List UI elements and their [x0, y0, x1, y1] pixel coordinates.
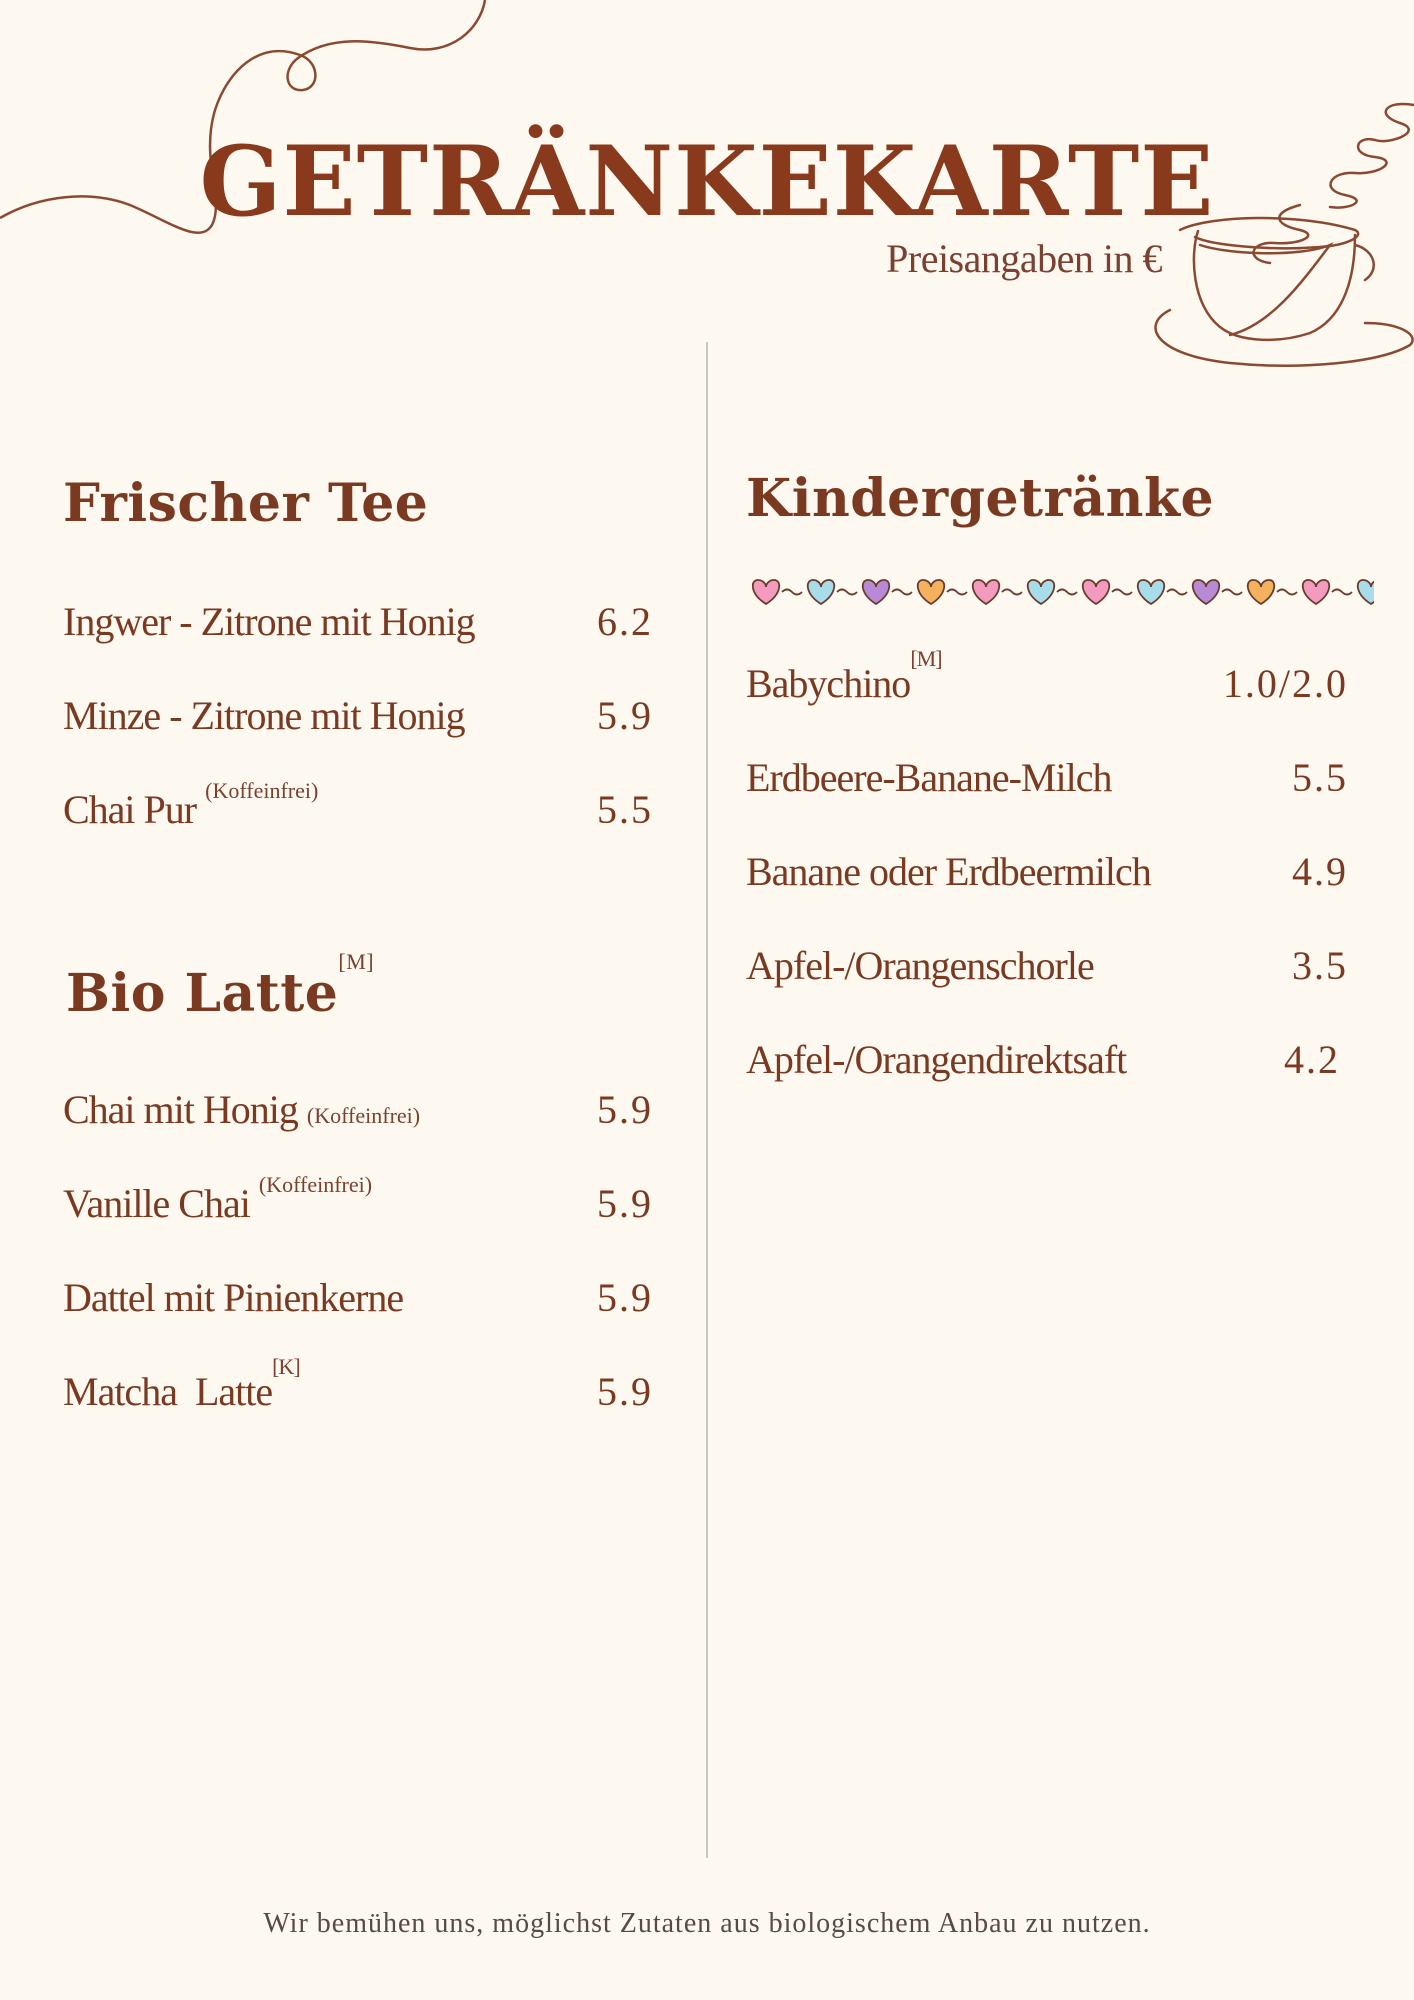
item-note: (Koffeinfrei): [306, 1103, 421, 1128]
menu-item: [63, 598, 653, 648]
tilde-connector: [1112, 590, 1132, 595]
item-name: Erdbeere-Banane-Milch: [746, 755, 1112, 800]
item-price: 5.9: [597, 1275, 653, 1320]
tilde-connector: [1222, 590, 1242, 595]
item-note: (Koffeinfrei): [258, 1172, 373, 1197]
heart-icon: [1303, 580, 1330, 604]
allergen-mark: [M]: [338, 949, 375, 974]
item-name: Chai Pur $^{(Koffeinfrei)}$: [63, 778, 319, 832]
column-divider: [706, 342, 708, 1858]
tilde-connector: [837, 590, 857, 595]
allergen-mark: [K]: [272, 1354, 300, 1379]
item-name: Matcha Latte[K]: [63, 1354, 300, 1414]
item-price: 4.2: [1284, 1037, 1340, 1082]
item-price: 1.0/2.0: [1222, 661, 1348, 706]
price-unit-note: Preisangaben in €: [886, 236, 1162, 281]
item-price: 5.5: [597, 787, 653, 832]
heart-icon: [973, 580, 1000, 604]
heart-row-decoration: [752, 574, 1374, 610]
menu-item: [63, 1354, 653, 1418]
menu-item: [63, 692, 653, 742]
page-title: GETRÄNKEKARTE: [199, 125, 1215, 238]
item-name: Vanille Chai $^{(Koffeinfrei)}$: [63, 1172, 373, 1226]
tilde-connector: [1167, 590, 1187, 595]
menu-item: [63, 1172, 653, 1230]
tilde-connector: [1332, 590, 1352, 595]
heart-icon: [753, 580, 780, 604]
section-title-latte: Bio Latte[M]: [66, 949, 375, 1024]
item-price: 5.9: [597, 1181, 653, 1226]
item-name: Chai mit Honig (Koffeinfrei): [63, 1087, 421, 1132]
item-price: 5.5: [1292, 755, 1348, 800]
item-price: 5.9: [597, 693, 653, 738]
section-title-tea: Frischer Tee: [63, 473, 429, 534]
menu-item: [63, 1274, 653, 1324]
menu-item: [746, 848, 1348, 898]
heart-icon: [1193, 580, 1220, 604]
menu-item: [746, 942, 1348, 992]
tilde-connector: [1277, 590, 1297, 595]
item-name: Banane oder Erdbeermilch: [746, 849, 1151, 894]
heart-icon: [1358, 580, 1374, 604]
section-title-kids: Kindergetränke: [746, 468, 1215, 529]
footer-note: Wir bemühen uns, möglichst Zutaten aus biologischem Anbau zu nutzen.: [263, 1908, 1151, 1939]
item-price: 5.9: [597, 1087, 653, 1132]
item-price: 5.9: [597, 1369, 653, 1414]
tilde-connector: [947, 590, 967, 595]
item-name: Minze - Zitrone mit Honig: [63, 693, 465, 738]
item-name: Babychino[M]: [746, 646, 942, 706]
item-name: Dattel mit Pinienkerne: [63, 1275, 404, 1320]
menu-item: [746, 1036, 1340, 1086]
heart-icon: [863, 580, 890, 604]
item-price: 6.2: [597, 599, 653, 644]
item-name: Apfel-/Orangendirektsaft: [746, 1037, 1127, 1082]
tilde-connector: [782, 590, 802, 595]
menu-item: [63, 778, 653, 836]
item-note: (Koffeinfrei): [205, 778, 319, 803]
item-price: 3.5: [1292, 943, 1348, 988]
item-name: Apfel-/Orangenschorle: [746, 943, 1094, 988]
tilde-connector: [1002, 590, 1022, 595]
menu-item: [746, 646, 1348, 710]
heart-icon: [808, 580, 835, 604]
allergen-mark: [M]: [910, 646, 942, 671]
heart-icon: [918, 580, 945, 604]
heart-icon: [1083, 580, 1110, 604]
tilde-connector: [892, 590, 912, 595]
tilde-connector: [1057, 590, 1077, 595]
menu-item: [746, 754, 1348, 804]
item-price: 4.9: [1292, 849, 1348, 894]
heart-icon: [1138, 580, 1165, 604]
item-name: Ingwer - Zitrone mit Honig: [63, 599, 475, 644]
heart-icon: [1248, 580, 1275, 604]
menu-item: [63, 1086, 653, 1136]
heart-icon: [1028, 580, 1055, 604]
